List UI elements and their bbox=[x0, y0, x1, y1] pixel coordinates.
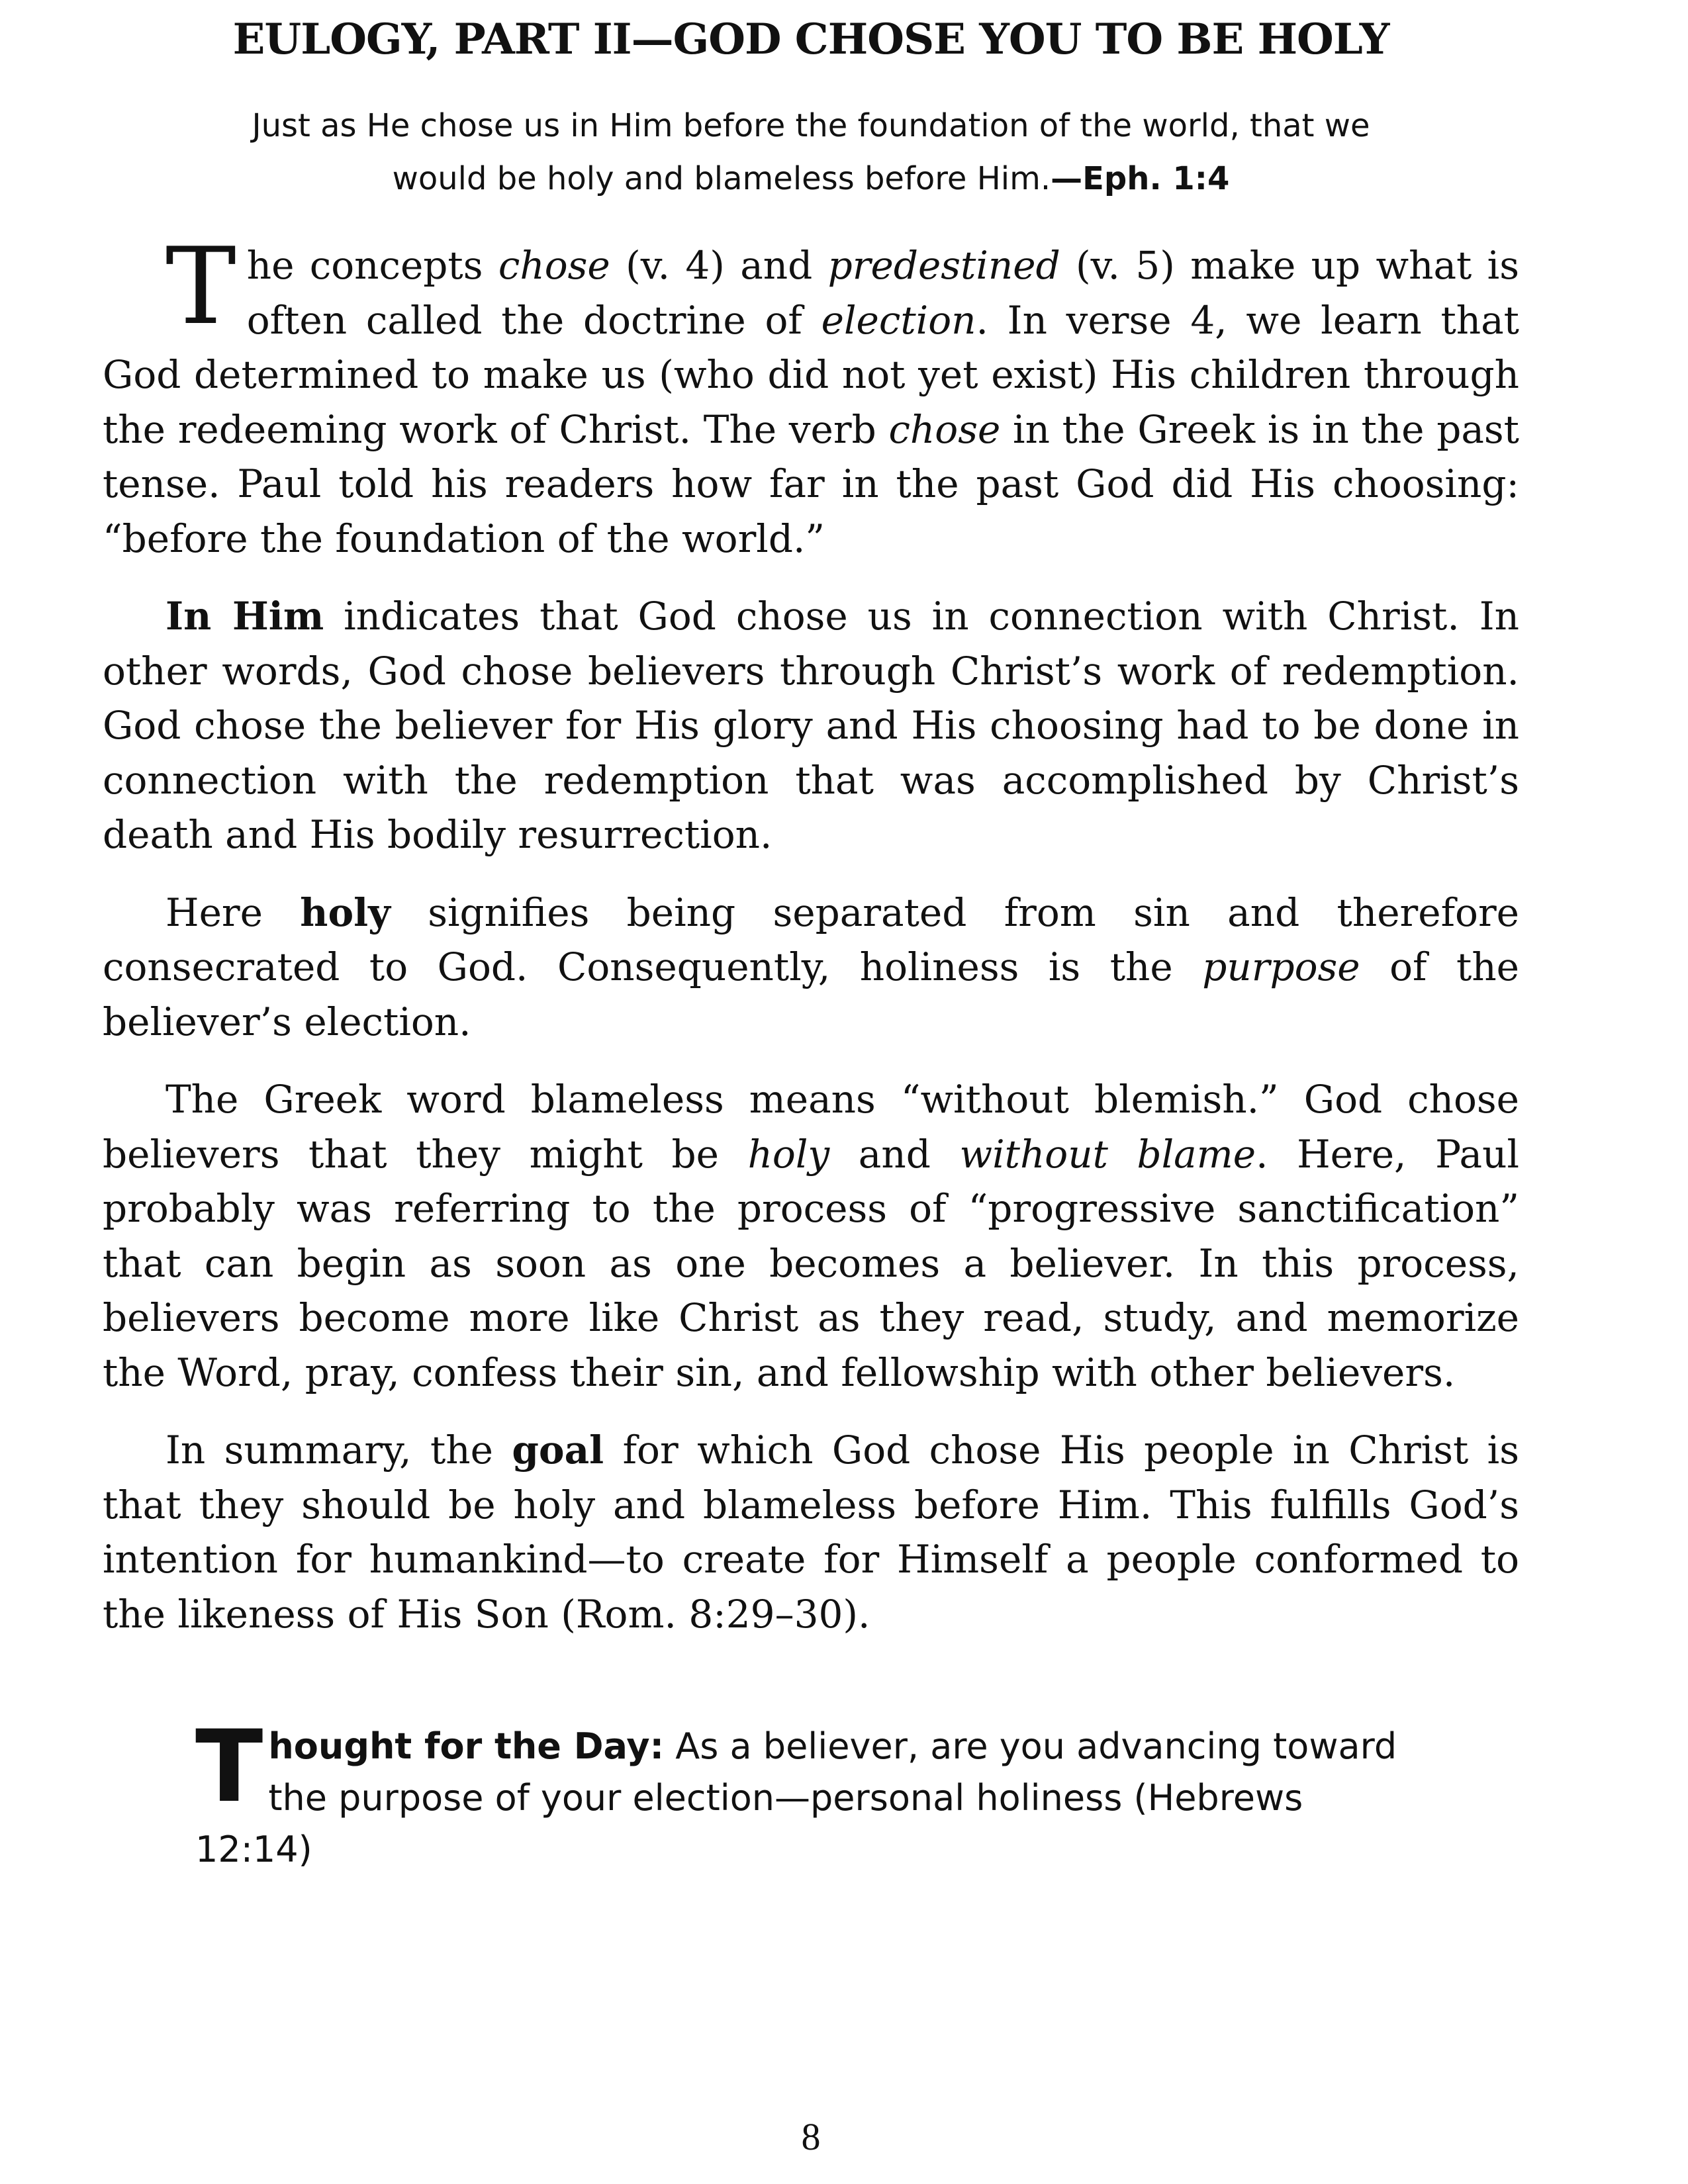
text-run: indicates that God chose us in connection with Christ. In other words, God chose believers through Christ’s work of redemption. God chose the believer for His glory and His choosing had to be done in connection with the redemption that was accomplished by Christ’s death and His bodily resurrection. bbox=[103, 594, 1519, 857]
thought-for-the-day bbox=[195, 1709, 1420, 1876]
text-run: In summary, the bbox=[165, 1428, 512, 1473]
text-run: (v. 4) and bbox=[610, 243, 828, 288]
text-run: signifies being separated from sin and therefore consecrated to God. Consequently, holiness is the bbox=[103, 889, 1519, 989]
bold-term: In Him bbox=[165, 594, 324, 639]
paragraph-2 bbox=[103, 589, 1519, 862]
epigraph-line-2 bbox=[172, 152, 1450, 205]
text-run: for which God chose His people in Christ is that they should be holy and blameless before Him. This fulfills God’s intention for humankind—to create for Himself a people conformed to the likeness of His Son (Rom. 8:29–30). bbox=[103, 1428, 1519, 1637]
text-run: he concepts bbox=[246, 243, 498, 288]
bold-term: goal bbox=[512, 1428, 604, 1473]
paragraph-1 bbox=[103, 224, 1519, 566]
emphasis: holy bbox=[747, 1131, 830, 1177]
epigraph-quote bbox=[172, 99, 1450, 205]
emphasis: purpose bbox=[1202, 944, 1360, 989]
emphasis: chose bbox=[888, 406, 1001, 452]
epigraph-reference: —Eph. 1:4 bbox=[1051, 160, 1230, 197]
drop-cap: T bbox=[165, 224, 236, 348]
thought-drop-cap: T bbox=[195, 1709, 263, 1825]
paragraph-4 bbox=[103, 1072, 1519, 1400]
thought-label: hought for the Day: bbox=[268, 1725, 665, 1767]
page-title: EULOGY, PART II—GOD CHOSE YOU TO BE HOLY bbox=[232, 15, 1389, 64]
paragraph-3 bbox=[103, 886, 1519, 1050]
page-number: 8 bbox=[801, 2115, 821, 2158]
text-run: . In verse 4, we learn that God determined to make us (who did not yet exist) His children through the redeeming work of Christ. The verb bbox=[103, 297, 1519, 452]
text-run: of the believer’s election. bbox=[103, 944, 1519, 1044]
text-run: in the Greek is in the past tense. Paul told his readers how far in the past God did His choosing: “before the foundation of the world.” bbox=[103, 406, 1519, 561]
emphasis: chose bbox=[498, 243, 610, 288]
text-run: . Here, Paul probably was referring to the process of “progressive sanctification” that can begin as soon as one becomes a believer. In this process, believers become more like Christ as they read, study, and memorize the Word, pray, confess their sin, and fellowship with other believers. bbox=[103, 1131, 1519, 1395]
text-run: and bbox=[829, 1131, 960, 1177]
emphasis: predestined bbox=[827, 243, 1060, 288]
paragraph-5 bbox=[103, 1423, 1519, 1641]
text-run: (v. 5) make up what is often called the doctrine of bbox=[246, 243, 1519, 343]
text-run: The Greek word blameless means “without blemish.” God chose believers that they might be bbox=[103, 1077, 1519, 1177]
emphasis: election bbox=[821, 297, 976, 343]
thought-text: As a believer, are you advancing toward the purpose of your election—personal holiness (Hebrews 12:14) bbox=[195, 1725, 1397, 1870]
article-body bbox=[103, 224, 1519, 1664]
epigraph-line-2-text: would be holy and blameless before Him. bbox=[392, 160, 1051, 197]
epigraph-line-1: Just as He chose us in Him before the foundation of the world, that we bbox=[252, 107, 1370, 144]
emphasis: without blame bbox=[959, 1131, 1256, 1177]
bold-term: holy bbox=[300, 889, 391, 935]
text-run: Here bbox=[165, 889, 301, 935]
